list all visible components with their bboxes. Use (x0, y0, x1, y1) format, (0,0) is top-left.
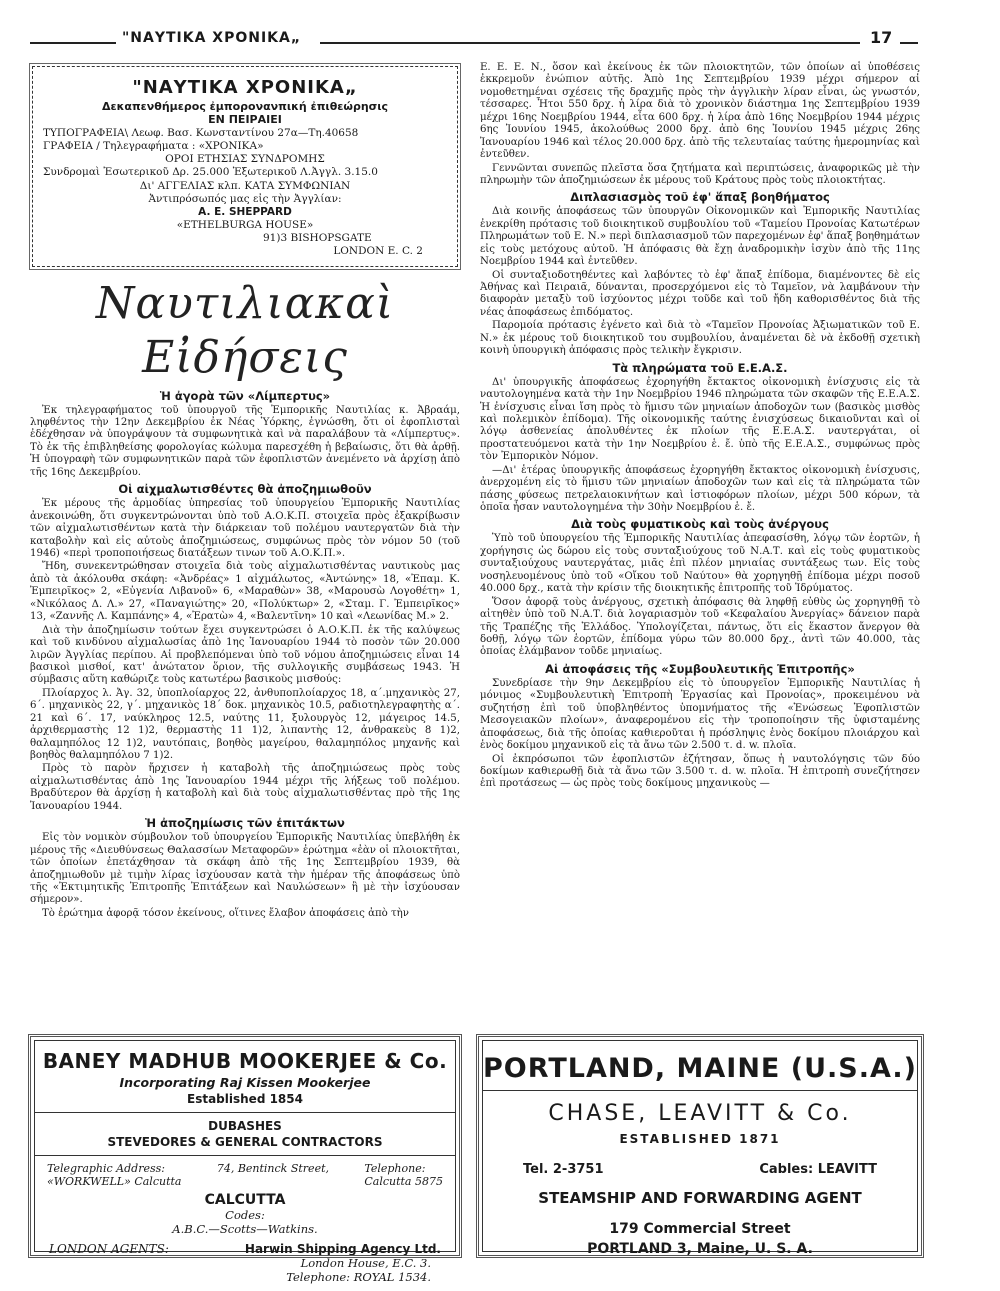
ad-service: STEAMSHIP AND FORWARDING AGENT (538, 1189, 862, 1207)
page-number: 17 (870, 28, 893, 47)
header-rule-right (900, 42, 918, 44)
masthead-line: Δι' ΑΓΓΕΛΙΑΣ κλπ. ΚΑΤΑ ΣΥΜΦΩΝΙΑΝ (139, 179, 351, 192)
article-paragraph: Πρὸς τὸ παρὸν ἤρχισεν ἡ καταβολὴ τῆς ἀποζημιώσεως πρὸς τοὺς αἰχμαλωτισθέντας ἀπὸ 1ης Ἰανουαρίου 1944 μέχρι τῆς λήξεως τοῦ πολέμου. Βραδύτερον θὰ ἀρχίσῃ ἡ καταβολὴ καὶ διὰ τοὺς αἰχμαλωτισθέντας πρὸ τῆς 1ης Ἰανουαρίου 1944. (30, 763, 460, 812)
article-paragraph: Ἤδη, συνεκεντρώθησαν στοιχεῖα διὰ τοὺς αἰχμαλωτισθέντας ναυτικοὺς μας ἀπὸ τὰ ἀκόλουθα σκάφη: «Ἀνδρέας» 1 αἰχμάλωτος, «Ἀντώνης» 18, «Ἐπαμ. Κ. Ἐμπειρῖκος» 2, «Εὐγενία Λιβανοῦ» 6, «Μαραθὼν» 38, «Μαρουσὼ Λογοθέτη» 1, «Νικόλαος Δ. Λ.» 27, «Παναγιώτης» 20, «Πολύκτωρ» 2, «Σταμ. Γ. Ἐμπειρῖκος» 13, «Ζαννῆς Λ. Καμπάνης» 4, «Ἐρατὼ» 4, «Βαλεντῖνη» 10 καὶ «Λεωνίδας Μ.» 2. (30, 561, 460, 623)
article-paragraph: Ἐκ μέρους τῆς ἁρμοδίας ὑπηρεσίας τοῦ ὑπουργείου Ἐμπορικῆς Ναυτιλίας ἀνεκοινώθη, ὅτι συγκεντρώνονται ὑπὸ τοῦ Α.Ο.Κ.Π. στοιχεῖα πρὸς ἐξακρίβωσιν τῶν αἰχμαλωτισθέντων κατὰ τὴν διάρκειαν τοῦ πολέμου ναυτεργατῶν διὰ τὴν καταβολὴν καὶ εἰς αὐτοὺς ἀποζημιώσεως, συμφώνως πρὸς τὸν νόμον 50 (τοῦ 1946) «περὶ τροποποιήσεως διατάξεων τινων τοῦ Α.Ο.Κ.Π.». (30, 498, 460, 559)
article-paragraph: Διὰ τὴν ἀποζημίωσιν τούτων ἔχει συγκεντρώσει ὁ Α.Ο.Κ.Π. ἐκ τῆς καλύψεως καὶ τοῦ κινδύνου αἰχμαλωσίας ἀπὸ 1ης Ἰανουαρίου 1944 τὸ ποσὸν τῶν 20.000 λιρῶν Ἀγγλίας περίπου. Αἱ προβλεπόμεναι ὑπὸ τοῦ νόμου ἀποζημιώσεις εἶναι 14 βασικοὶ μισθοί, κατ' ἀνώτατον ὅριον, τῆς συλλογικῆς συμβάσεως 1943. Ἡ σύμβασις αὕτη καθώριζε τοὺς κατωτέρω βασικοὺς μισθούς: (30, 624, 460, 686)
advertisement-mookerjee (34, 1040, 456, 1284)
ad-city: CALCUTTA (204, 1192, 286, 1208)
article-paragraph: Διὰ κοινῆς ἀποφάσεως τῶν ὑπουργῶν Οἰκονομικῶν καὶ Ἐμπορικῆς Ναυτιλίας ἐνεκρίθη πρότασις τοῦ διοικητικοῦ συμβουλίου τοῦ «Ταμείου Προνοίας Κατωτέρων Πληρωμάτων τοῦ Ε. Ν.» περὶ διπλασιασμοῦ τῶν παρεχομένων ἐφ' ἅπαξ βοηθημάτων εἰς τοὺς μετόχους αὐτοῦ. Ἡ ἀπόφασις θὰ ἔχῃ ἀναδρομικὴν ἰσχὺν ἀπὸ τῆς 11ης Νοεμβρίου 1944 καὶ ἐντεῦθεν. (480, 206, 920, 268)
masthead-line: «ETHELBURGA HOUSE» (176, 218, 314, 231)
ad-tel-value: Calcutta 5875 (364, 1175, 443, 1188)
ad-agents-row (35, 1236, 455, 1256)
article-paragraph: Παρομοία πρότασις ἐγένετο καὶ διὰ τὸ «Ταμεῖον Προνοίας Ἀξιωματικῶν τοῦ Ε. Ν.» ἐκ μέρους τοῦ διοικητικοῦ του συμβουλίου, ἀναμένεται δὲ νὰ ἐκδοθῇ σχετικὴ κοινὴ ὑπουργικὴ ἀπόφασις πρὸς τελικὴν ἔγκρισιν. (480, 320, 920, 357)
ad-tel-label: Telephone: (364, 1162, 426, 1175)
ad-telephone: Tel. 2-3751 (523, 1162, 604, 1177)
header-rule-middle (320, 42, 860, 44)
ad-divider (35, 1112, 455, 1113)
article-paragraph: Δι' ὑπουργικῆς ἀποφάσεως ἐχορηγήθη ἔκτακτος οἰκονομικὴ ἐνίσχυσις εἰς τὰ ναυτολογημένα κατὰ τὴν 1ην Νοεμβρίου 1946 πληρώματα τῶν σκαφῶν τῆς Ε.Ε.Α.Σ. Ἡ ἐνίσχυσις εἶναι ἴση πρὸς τὸ ἥμισυ τῶν μηνιαίων ἀποδοχῶν των (βασικὸς μισθὸς καὶ πολεμικὸν ἐπίδομα). Τῆς οἰκονομικῆς ταύτης ἐνισχύσεως δικαιοῦνται καὶ οἱ λόγῳ ἀσθενείας ἀπολυθέντες ἐκ πλοίων τῆς Ε.Ε.Α.Σ. ναυτεργάται, οἱ προστατευόμενοι κατὰ τὴν 1ην Νοεμβρίου ἑ. ἔ. ὑπὸ τῆς Ε.Ε.Α.Σ., συμφώνως πρὸς τὸν Ἐμπορικὸν Νόμον. (480, 376, 920, 463)
advertisement-chase-leavitt (482, 1040, 918, 1257)
article-heading: Τὰ πληρώματα τοῦ Ε.Ε.Α.Σ. (612, 360, 788, 375)
article-heading: Διὰ τοὺς φυματικοὺς καὶ τοὺς ἀνέργους (571, 517, 829, 532)
header-rule-left (30, 42, 116, 44)
ad-cables: Cables: LEAVITT (759, 1162, 877, 1177)
article-paragraph: Ὑπὸ τοῦ ὑπουργείου τῆς Ἐμπορικῆς Ναυτιλίας ἀπεφασίσθη, λόγῳ τῶν ἑορτῶν, ἡ χορήγησις ὡς δώρου εἰς τοὺς συνταξιούχους τοῦ Ν.Α.Τ. καὶ εἰς τοὺς φυματικοὺς συνταξιούχους ναυτεργάτας, μιᾶς ἐπὶ πλέον μηνιαίας συντάξεως των. Εἰς τοὺς νοσηλευομένους ὑπὸ τοῦ «Οἴκου τοῦ Ναύτου» θὰ χορηγηθῇ ἐπίδομα μέχρι ποσοῦ 40.000 δρχ., κατὰ τὴν κρίσιν τῆς διοικητικῆς ἐπιτροπῆς τοῦ Ἱδρύματος. (480, 533, 920, 595)
ad-place: PORTLAND, MAINE (U.S.A.) (483, 1053, 917, 1084)
masthead-line: ΤΥΠΟΓΡΑΦΕΙΑ\ Λεωφ. Βασ. Κωνσταντίνου 27α—Τη.40658 (43, 127, 359, 139)
ad-agents-name: Harwin Shipping Agency Ltd. (244, 1242, 441, 1256)
ad-tg-label: Telegraphic Address: (47, 1162, 165, 1175)
ad-telephone (364, 1162, 443, 1188)
section-banner: Ναυτιλιακαὶ Εἰδήσεις (95, 278, 395, 383)
article-paragraph: Συνεδρίασε τὴν 9ην Δεκεμβρίου εἰς τὸ ὑπουργεῖον Ἐμπορικῆς Ναυτιλίας ἡ μόνιμος «Συμβουλευτικὴ Ἐπιτροπὴ Ἐργασίας καὶ Προνοίας», προκειμένου νὰ συζητήσῃ ἐπὶ τοῦ ὑποβληθέντος ὑπομνήματος τῆς «Ἑνώσεως Ἐφοπλιστῶν Μεσογειακῶν πλοίων», ἀναφερομένου εἰς τὴν τροποποίησιν τῆς ὑφισταμένης ἀποφάσεως, διὰ τῆς ὁποίας καθιεροῦται ἡ πρόσληψις ἑνὸς δοκίμου πλοιάρχου καὶ ἑνὸς δοκίμου μηχανικοῦ εἰς τὰ ἄνω τῶν 2.500 τ. d. w. πλοῖα. (480, 677, 920, 752)
article-paragraph: Οἱ συνταξιοδοτηθέντες καὶ λαβόντες τὸ ἐφ' ἅπαξ ἐπίδομα, διαμένοντες δὲ εἰς Ἀθήνας καὶ Πειραιᾶ, δύνανται, προσερχόμενοι εἰς τὸ Ταμεῖον, νὰ λαμβάνουν τὴν διαφορὰν μεταξὺ τοῦ ἰσχύοντος μέχρι τοῦδε καὶ τοῦ ἤδη καθορισθέντος διὰ τῆς νέας ἀποφάσεως ἐπιδόματος. (480, 269, 920, 318)
ad-firm-name: CHASE, LEAVITT & Co. (548, 1101, 852, 1126)
ad-established: ESTABLISHED 1871 (619, 1132, 781, 1146)
article-heading: Ἡ ἀγορὰ τῶν «Λίμπερτυς» (159, 388, 331, 403)
left-column (30, 62, 460, 921)
ad-codes-label: Codes: (225, 1208, 265, 1222)
masthead-line: ΟΡΟΙ ΕΤΗΣΙΑΣ ΣΥΝΔΡΟΜΗΣ (165, 153, 325, 166)
article-paragraph: Ε. Ε. Ε. Ν., ὅσον καὶ ἐκείνους ἐκ τῶν πλοιοκτητῶν, τῶν ὁποίων αἱ ὑποθέσεις ἐκκρεμοῦν ἐνώπιον αὐτῆς. Ἀπὸ 1ης Σεπτεμβρίου 1939 μέχρι σήμερον αἱ νομοθετημέναι σχέσεις τῆς δραχμῆς πρὸς τὴν ἀγγλικὴν λίραν εἶναι, ὡς γνωστόν, τέσσαρες. Ἦτοι 550 δρχ. ἡ λίρα διὰ τὸ χρονικὸν διάστημα 1ης Σεπτεμβρίου 1939 μέχρι 16ης Νοεμβρίου 1944, εἶτα 600 δρχ. ἡ λίρα ἀπὸ 16ης Νοεμβρίου 1944 μέχρις 6ης Ἰουνίου 1945, ἀκολούθως 2000 δρχ. ἀπὸ 6ης Ἰουνίου 1945 μέχρις 26ης Ἰανουαρίου 1946 καὶ τέλος 20.000 δρχ. ἀπὸ τῆς τελευταίας ταύτης ἡμερομηνίας καὶ ἐντεῦθεν. (480, 62, 920, 161)
ad-telegraphic (47, 1162, 181, 1188)
article-heading: Αἱ ἀποφάσεις τῆς «Συμβουλευτικῆς Ἐπιτροπῆς» (545, 661, 855, 676)
ad-contact-row (483, 1146, 917, 1177)
masthead-subtitle: Δεκαπενθήμερος ἐμπορονανπική ἐπιθεώρησις (101, 99, 389, 113)
article-paragraph: Πλοίαρχος λ. Ἀγ. 32, ὑποπλοίαρχος 22, ἀνθυποπλοίαρχος 18, α΄.μηχανικὸς 27, 6΄. μηχανικὸς 22, γ΄. μηχανικὸς 18΄ δοκ. μηχανικὸς 10.5, ραδιοτηλεγραφητὴς α΄. 21 καὶ 6΄. 17, ναύκληρος 12.5, ναύτης 11, ξυλουργὸς 12, μάγειρος 14.5, ἀρχιθερμαστὴς 12 1)2, θερμαστὴς 11 1)2, λιπαντὴς 12, ἀνθρακεὺς 8 1)2, θαλαμηπόλος 12 1)2, ναυτόπαις, βοηθὸς μαγείρου, θαλαμηπόλος μηχανῆς καὶ βοηθὸς θαλαμηπόλου 7 1)2. (30, 687, 460, 761)
masthead-line: Συνδρομαὶ Ἐσωτερικοῦ Δρ. 25.000 Ἐξωτερικοῦ Λ.Ἀγγλ. 3.15.0 (43, 166, 378, 179)
masthead-name: "ΝΑΥΤΙΚΑ ΧΡΟΝΙΚΑ„ (132, 77, 358, 98)
ad-trade: STEVEDORES & GENERAL CONTRACTORS (107, 1135, 383, 1149)
ad-street: 179 Commercial Street (609, 1221, 791, 1237)
masthead-line: LONDON E. C. 2 (333, 245, 423, 258)
ad-dubashes: DUBASHES (208, 1119, 282, 1133)
running-title: "ΝΑΥΤΙΚΑ ΧΡΟΝΙΚΑ„ (122, 30, 302, 46)
masthead-box (32, 66, 458, 267)
article-paragraph: Γεννῶνται συνεπῶς πλεῖστα ὅσα ζητήματα καὶ περιπτώσεις, ἀναφορικῶς μὲ τὴν πληρωμὴν τῶν ἀποζημιώσεων ἐκ μέρους τοῦ Κράτους πρὸς τοὺς πλοιοκτήτας. (480, 162, 920, 186)
ad-company-name: BANEY MADHUB MOOKERJEE & Co. (42, 1049, 448, 1073)
article-heading: Διπλασιασμὸς τοῦ ἐφ' ἅπαξ βοηθήματος (570, 190, 830, 205)
masthead-line: A. E. SHEPPARD (198, 205, 292, 218)
article-paragraph: Τὸ ἐρώτημα ἀφορᾷ τόσον ἐκείνους, οἵτινες ἔλαβον ἀποφάσεις ἀπὸ τὴν (42, 907, 409, 919)
article-paragraph: —Δι' ἑτέρας ὑπουργικῆς ἀποφάσεως ἐχορηγήθη ἔκτακτος οἰκονομικὴ ἐνίσχυσις, ἀνερχομένη εἰς τὸ ἥμισυ τῶν μηνιαίων ἀποδοχῶν των καὶ εἰς τὰ πληρώματα τῶν πάσης φύσεως πετρελαιοκινήτων καὶ ἱστιοφόρων πλοίων, μέχρι 500 κόρων, τὰ ὁποῖα ἦσαν ναυτολογημένα τὴν 30ὴν Νοεμβρίου ἑ. ἔ. (480, 464, 920, 514)
ad-contact-row (35, 1156, 455, 1188)
ad-agents-telephone: Telephone: ROYAL 1534. (286, 1270, 431, 1284)
ad-codes: A.B.C.—Scotts—Watkins. (172, 1222, 318, 1236)
ad-divider (483, 1090, 917, 1091)
masthead-line: Ἀντιπρόσωπός μας εἰς τὴν Ἀγγλίαν: (148, 192, 342, 205)
article-paragraph: Εἰς τὸν νομικὸν σύμβουλον τοῦ ὑπουργείου Ἐμπορικῆς Ναυτιλίας ὑπεβλήθη ἐκ μέρους τῆς «Διευθύνσεως Θαλασσίων Μεταφορῶν» ἐρώτημα «ἐὰν οἱ πλοιοκτῆται, τῶν ὁποίων ἐπετάχθησαν τὰ σκάφη ἀπὸ τῆς 1ης Σεπτεμβρίου 1939, θὰ ἀποζημιωθοῦν μὲ τιμὴν λίρας ἰσχύουσαν κατὰ τὴν ἡμέραν τῆς ἀποφάσεως ὑπὸ τῆς «Ἐκτιμητικῆς Ἐπιτροπῆς Ἐπιτάξεων καὶ Ναυλώσεων» ἢ μὲ τὴν ἰσχύουσαν σήμερον». (30, 832, 460, 906)
article-heading: Ἡ ἀποζημίωσις τῶν ἐπιτάκτων (145, 816, 345, 831)
running-header (30, 28, 918, 48)
ad-agents-address: London House, E.C. 3. (300, 1256, 431, 1270)
article-paragraph: Ὅσον ἀφορᾷ τοὺς ἀνέργους, σχετικὴ ἀπόφασις θὰ ληφθῇ εὐθὺς ὡς χορηγηθῇ τὸ αἰτηθὲν ὑπὸ τοῦ Ν.Α.Τ. διὰ λογαριασμὸν τοῦ «Κεφαλαίου Ἀνεργίας» δάνειον παρὰ τῆς Τραπέζης τῆς Ἑλλάδος. Ὑπολογίζεται, πάντως, ὅτι εἰς ἕκαστον ἄνεργον θὰ δοθῇ, λόγῳ τῶν ἑορτῶν, ἐπίδομα γύρω τῶν 80.000 δρχ., ἀντὶ τῶν 40.000, τὰς ὁποίας ἐλάμβανον τοῦδε μηνιαίως. (480, 596, 920, 658)
article-paragraph: Οἱ ἐκπρόσωποι τῶν ἐφοπλιστῶν ἐζήτησαν, ὅπως ἡ ναυτολόγησις τῶν δύο δοκίμων καθιερωθῇ διὰ τὰ ἄνω τῶν 3.500 τ. d. w. πλοῖα. Ἡ ἐπιτροπὴ συνεζήτησεν ἐπὶ προτάσεως — ὡς πρὸς τοὺς δοκίμους μηχανικοὺς — (480, 753, 920, 790)
article-heading: Οἱ αἰχμαλωτισθέντες θὰ ἀποζημιωθοῦν (118, 482, 372, 497)
masthead-line: ΓΡΑΦΕΙΑ / Τηλεγραφήματα : «ΧΡΟΝΙΚΑ» (43, 140, 264, 153)
ad-city: PORTLAND 3, Maine, U. S. A. (587, 1241, 813, 1257)
masthead-city: ΕΝ ΠΕΙΡΑΙΕΙ (208, 113, 282, 127)
ad-agents-label: LONDON AGENTS: (49, 1242, 169, 1256)
right-column (480, 62, 920, 792)
ad-incorporating: Incorporating Raj Kissen Mookerjee (119, 1075, 371, 1090)
masthead-line: 91)3 BISHOPSGATE (263, 232, 372, 244)
ad-established: Established 1854 (187, 1092, 303, 1106)
ad-street: 74, Bentinck Street, (216, 1162, 329, 1175)
ad-tg-value: «WORKWELL» Calcutta (47, 1175, 182, 1188)
article-paragraph: Ἐκ τηλεγραφήματος τοῦ ὑπουργοῦ τῆς Ἐμπορικῆς Ναυτιλίας κ. Ἀβραάμ, ληφθέντος τὴν 12ην Δεκεμβρίου ἐκ Νέας Ὑόρκης, ἐγνώσθη, ὅτι οἱ ἐφοπλισταὶ ἐδέχθησαν νὰ ὑπογράψουν τὰ συμφωνητικὰ καὶ νὰ παραλάβουν τὰ «Λίμπερτυς». Τὸ ἐκ τῆς ἐπιβληθείσης φορολογίας κώλυμα παρεσχέθη ἡ βεβαίωσις, ὅτι θὰ ἀρθῇ. Ἡ ὑπογραφὴ τῶν συμφωνητικῶν παρὰ τῶν ἐφοπλιστῶν ἀνεμένετο νὰ ἀρχίσῃ ἀπὸ τῆς 16ης Δεκεμβρίου. (30, 404, 460, 478)
